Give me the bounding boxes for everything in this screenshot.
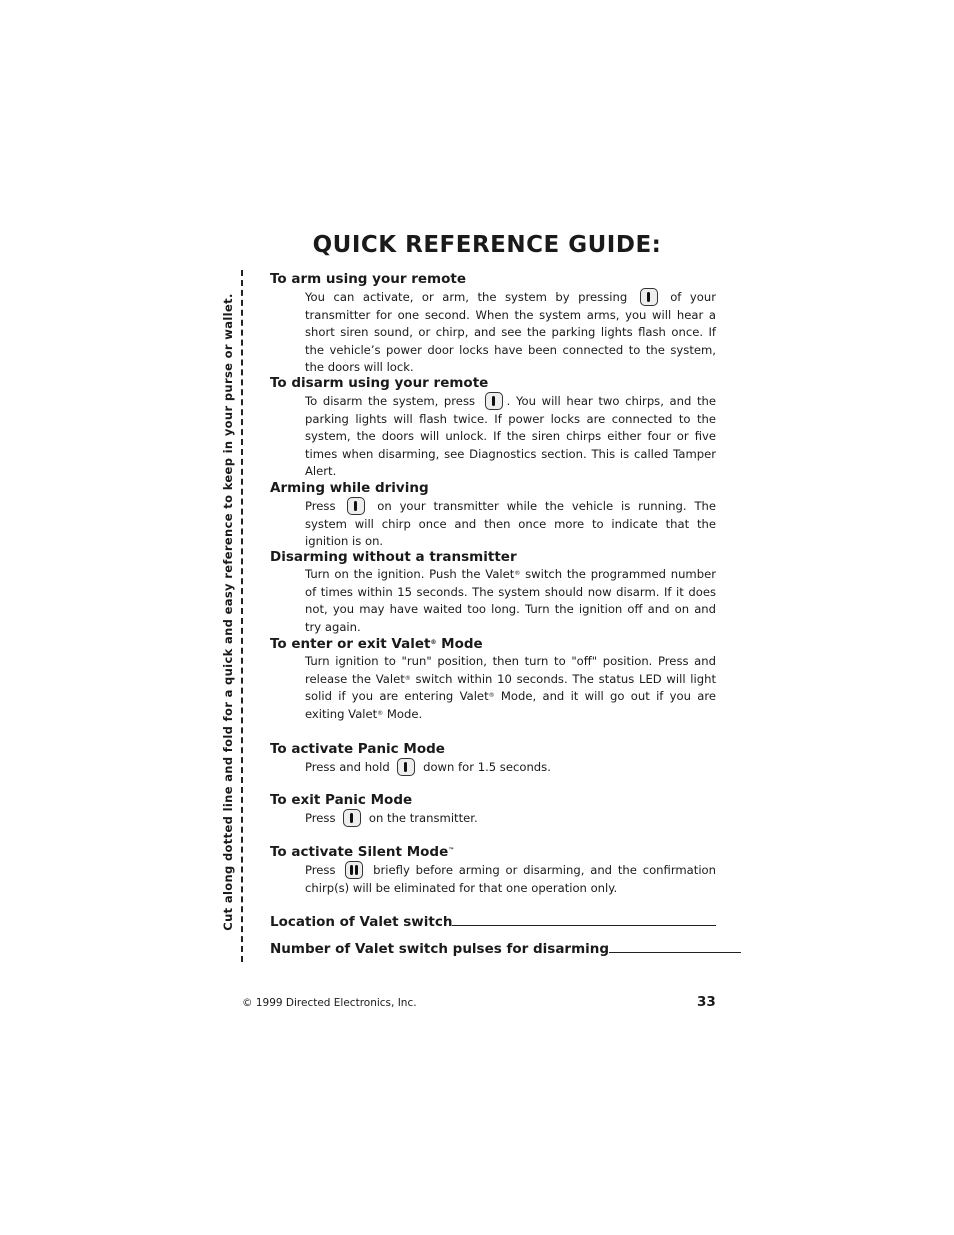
dotted-cut-line — [241, 270, 243, 962]
section-heading: To disarm using your remote — [270, 375, 489, 391]
section-arming-while-driving — [270, 479, 716, 551]
section-disarm-without-transmitter — [270, 548, 716, 636]
valet-location-field — [270, 913, 716, 930]
section-arm — [270, 270, 716, 377]
section-text: Press briefly before arming or disarming, and the confirmation chirp(s) will be eliminated for that one operation only. — [305, 863, 716, 895]
section-heading: Disarming without a transmitter — [270, 549, 517, 565]
section-text: Press and hold down for 1.5 seconds. — [305, 760, 551, 774]
side-note-text: Cut along dotted line and fold for a quick and easy reference to keep in your purse or wallet. — [221, 293, 235, 931]
section-text: Turn ignition to "run" position, then turn to "off" position. Press and release the Valet® switch within 10 seconds. The status LED will light solid if you are entering Valet® Mode, and it will go out if you are exiting Valet® Mode. — [305, 654, 716, 721]
blank-line — [609, 940, 741, 953]
page-number: 33 — [697, 994, 716, 1010]
section-exit-panic — [270, 791, 716, 828]
section-heading: To activate Panic Mode — [270, 741, 445, 757]
page-title: QUICK REFERENCE GUIDE: — [312, 232, 662, 258]
section-heading: Arming while driving — [270, 480, 429, 496]
section-text: Press on the transmitter. — [305, 811, 478, 825]
section-heading: To arm using your remote — [270, 271, 466, 287]
section-text: You can activate, or arm, the system by pressing of your transmitter for one second. When the system arms, you will hear a short siren sound, or chirp, and see the parking lights flash once. If the vehicle’s power door locks have been connected to the system, the doors will lock. — [305, 290, 716, 374]
copyright: © 1999 Directed Electronics, Inc. — [242, 997, 417, 1009]
lock-button-icon — [640, 288, 658, 306]
section-valet-mode — [270, 635, 716, 723]
section-disarm — [270, 374, 716, 481]
section-text: To disarm the system, press . You will hear two chirps, and the parking lights will flash twice. If power locks are connected to the system, the doors will unlock. If the siren chirps either four or five times when disarming, see Diagnostics section. This is called Tamper Alert. — [305, 394, 717, 478]
field-label: Number of Valet switch pulses for disarming — [270, 941, 610, 957]
section-heading: To activate Silent Mode™ — [270, 844, 455, 860]
unlock-button-icon — [345, 861, 363, 879]
lock-button-icon — [347, 497, 365, 515]
field-label: Location of Valet switch — [270, 914, 453, 930]
blank-line — [452, 913, 716, 926]
section-text: Turn on the ignition. Push the Valet® switch the programmed number of times within 15 seconds. The system should now disarm. If it does not, you may have waited too long. Turn the ignition off and on and try again. — [305, 567, 716, 634]
valet-pulses-field — [270, 940, 741, 957]
lock-button-icon — [343, 809, 361, 827]
section-text: Press on your transmitter while the vehicle is running. The system will chirp once and then once more to indicate that the ignition is on. — [305, 499, 717, 548]
section-silent-mode — [270, 843, 716, 897]
lock-button-icon — [485, 392, 503, 410]
lock-button-icon — [397, 758, 415, 776]
section-heading: To exit Panic Mode — [270, 792, 413, 808]
section-activate-panic — [270, 740, 716, 777]
section-heading: To enter or exit Valet® Mode — [270, 636, 483, 652]
